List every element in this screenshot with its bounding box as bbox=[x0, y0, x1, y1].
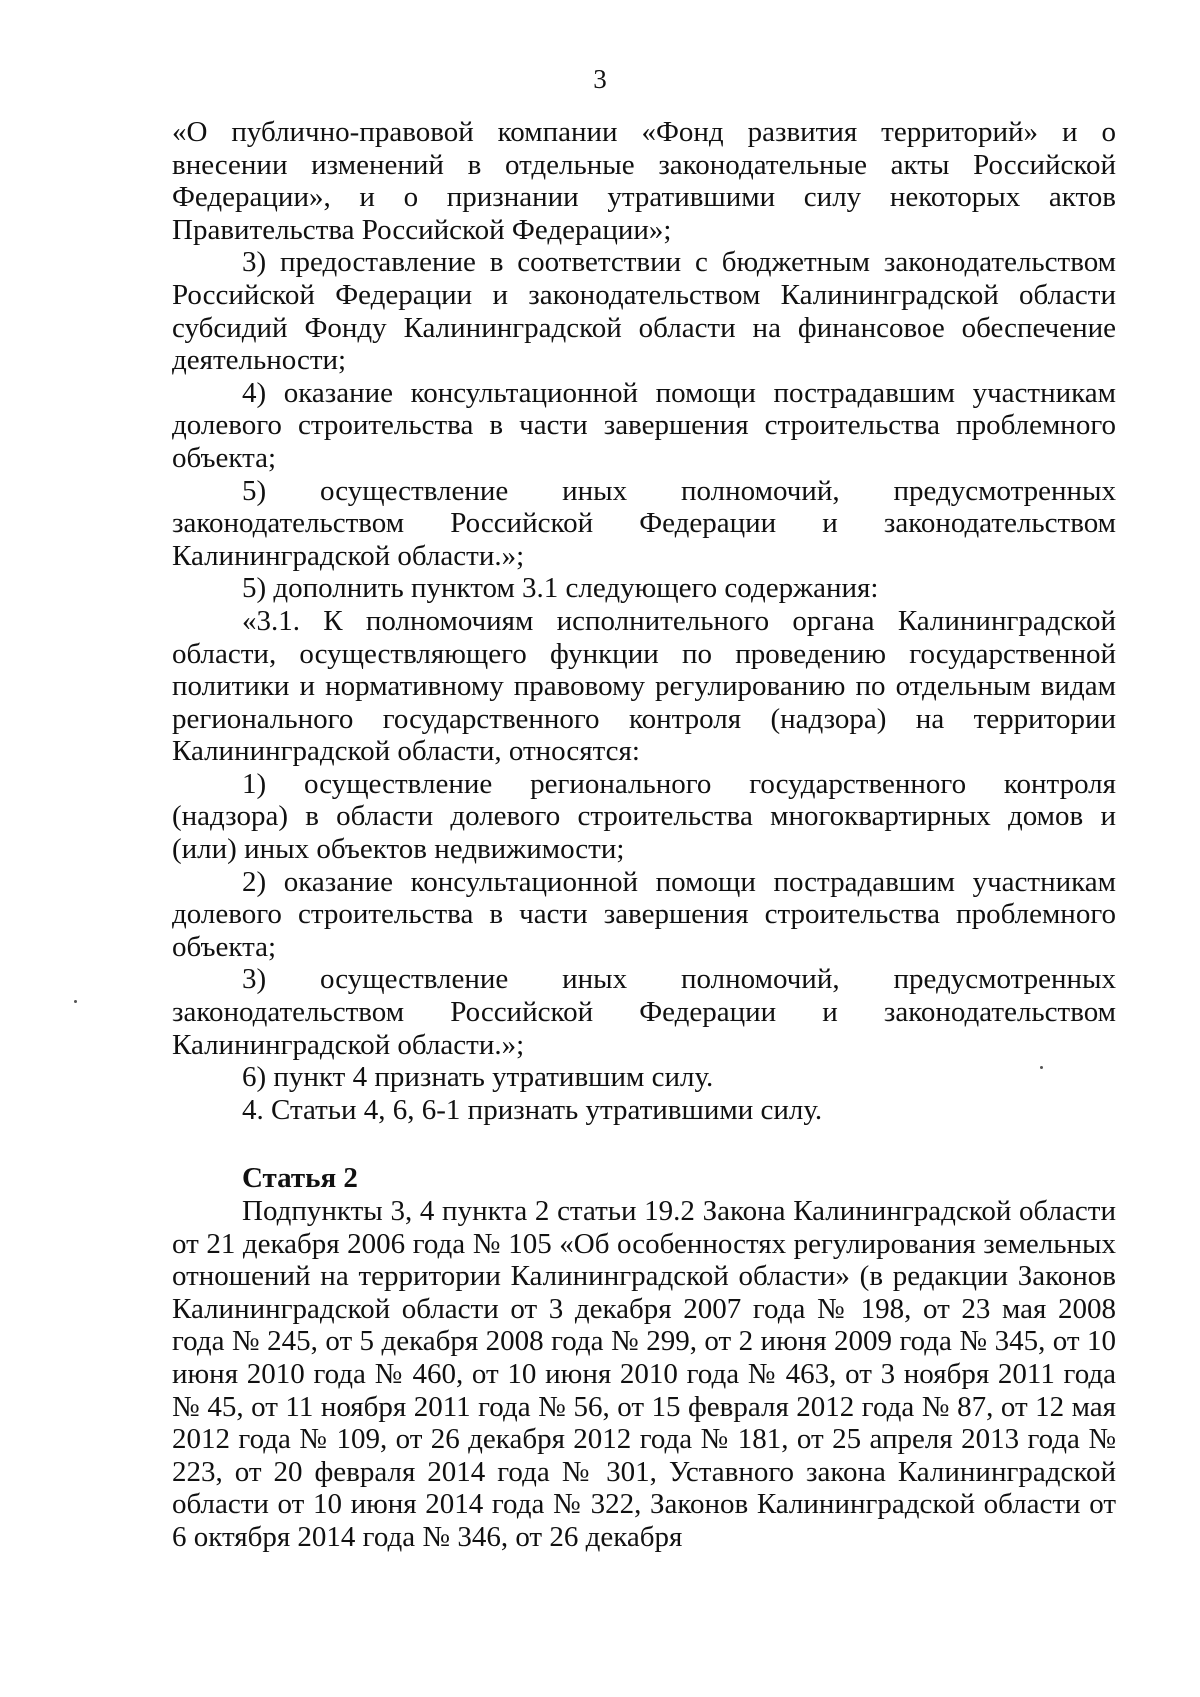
paragraph-continuation: «О публично-правовой компании «Фонд развития территорий» и о внесении изменений в отдельные законодательные акты Российской Федерации», и о признании утратившими силу некоторых актов Правительства Российской Федерации»; bbox=[172, 116, 1116, 246]
amendment-6-repeal-point-4: 6) пункт 4 признать утратившим силу. bbox=[242, 1061, 714, 1094]
section-gap bbox=[172, 1126, 1116, 1162]
list-item-5-other-powers: 5) осуществление иных полномочий, предусмотренных законодательством Российской Федерации и законодательством Калининградской области.»; bbox=[172, 474, 1116, 572]
article-2-heading: Статья 2 bbox=[242, 1162, 358, 1195]
amendment-5-add-point: 5) дополнить пунктом 3.1 следующего содержания: bbox=[242, 572, 879, 605]
scan-speck bbox=[1040, 1066, 1043, 1069]
point-3-1-item-3: 3) осуществление иных полномочий, предусмотренных законодательством Российской Федерации и законодательством Калининградской области.»; bbox=[172, 963, 1116, 1061]
list-item-3-subsidies: 3) предоставление в соответствии с бюджетным законодательством Российской Федерации и законодательством Калининградской области субсидий Фонду Калининградской области на финансовое обеспечение деятельности; bbox=[172, 246, 1116, 377]
point-3-1-item-2: 2) оказание консультационной помощи пострадавшим участникам долевого строительства в части завершения строительства проблемного объекта; bbox=[172, 865, 1116, 963]
list-item-4-consulting: 4) оказание консультационной помощи пострадавшим участникам долевого строительства в части завершения строительства проблемного объекта; bbox=[172, 376, 1116, 474]
page-number: 3 bbox=[593, 64, 607, 94]
article-2-text: Подпункты 3, 4 пункта 2 статьи 19.2 Закона Калининградской области от 21 декабря 2006 года № 105 «Об особенностях регулирования земельных отношений на территории Калининградской области» (в редакции Законов Калининградской области от 3 декабря 2007 года № 198, от 23 мая 2008 года № 245, от 5 декабря 2008 года № 299, от 2 июня 2009 года № 345, от 10 июня 2010 года № 460, от 10 июня 2010 года № 463, от 3 ноября 2011 года № 45, от 11 ноября 2011 года № 56, от 15 февраля 2012 года № 87, от 12 мая 2012 года № 109, от 26 декабря 2012 года № 181, от 25 апреля 2013 года № 223, от 20 февраля 2014 года № 301, Уставного закона Калининградской области от 10 июня 2014 года № 322, Законов Калининградской области от 6 октября 2014 года № 346, от 26 декабря bbox=[172, 1195, 1116, 1553]
scan-speck bbox=[74, 1000, 77, 1003]
item-4-repeal-articles: 4. Статьи 4, 6, 6-1 признать утратившими силу. bbox=[242, 1093, 823, 1126]
point-3-1-intro: «3.1. К полномочиям исполнительного органа Калининградской области, осуществляющего функции по проведению государственной политики и нормативному правовому регулированию по отдельным видам регионального государственного контроля (надзора) на территории Калининградской области, относятся: bbox=[172, 604, 1116, 768]
point-3-1-item-1: 1) осуществление регионального государственного контроля (надзора) в области долевого строительства многоквартирных домов и (или) иных объектов недвижимости; bbox=[172, 767, 1116, 866]
document-body bbox=[172, 116, 1116, 1554]
